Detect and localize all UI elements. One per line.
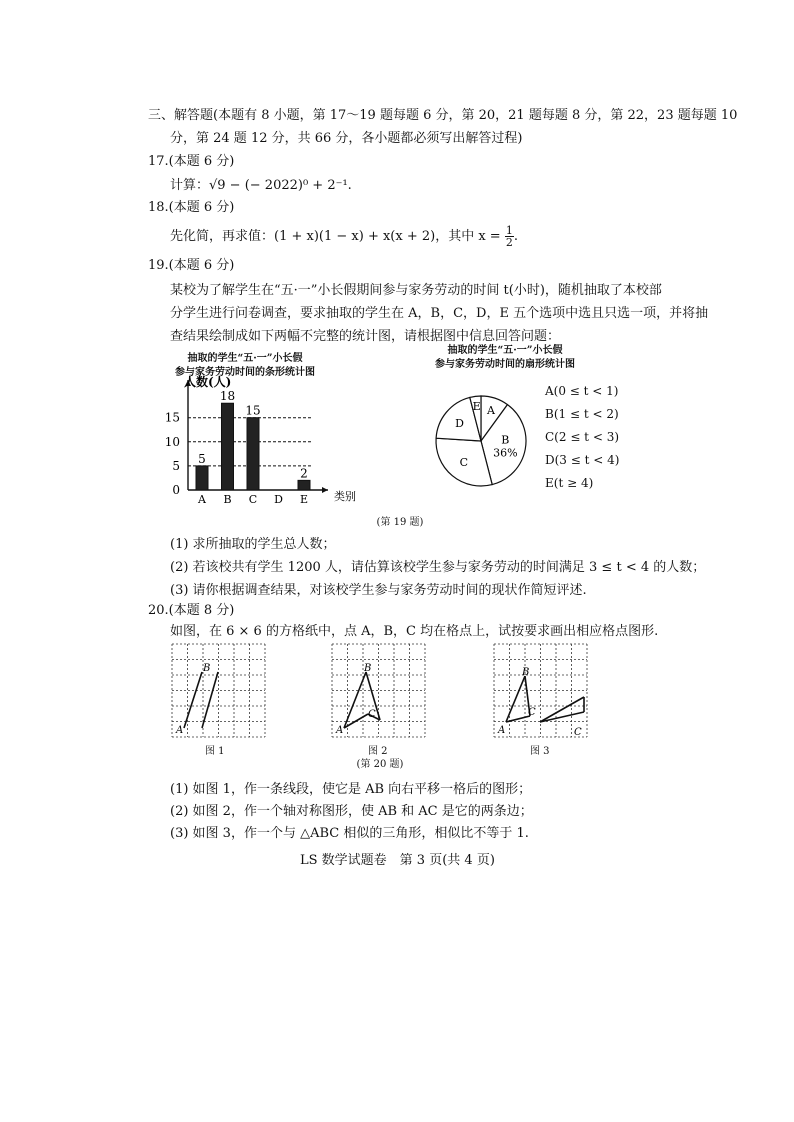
pie-chart-title1: 抽取的学生“五·一”小长假: [447, 345, 563, 356]
x-tick-D: D: [274, 493, 283, 506]
bar-chart-title1: 抽取的学生“五·一”小长假: [187, 353, 303, 364]
legend-item-e: E(t ≥ 4): [545, 476, 594, 490]
legend-item-a: A(0 ≤ t < 1): [545, 384, 619, 398]
fig2-caption: 图 2: [368, 746, 388, 757]
q19-figure-caption: (第 19 题): [376, 517, 424, 528]
q20-number: 20.(本题 8 分): [148, 603, 235, 618]
pie-label-C: C: [459, 455, 469, 469]
fig2-label-c: C: [368, 709, 376, 720]
y-tick-15: 15: [164, 410, 180, 425]
fig3-label-b: B: [522, 667, 530, 678]
q19-intro3: 查结果绘制成如下两幅不完整的统计图，请根据图中信息回答问题：: [170, 329, 561, 344]
legend-item-d: D(3 ≤ t < 4): [545, 453, 620, 467]
q19-intro2: 分学生进行问卷调查，要求抽取的学生在 A，B，C，D，E 五个选项中选且只选一项，并将抽: [170, 306, 709, 321]
x-tick-A: A: [198, 493, 206, 506]
q20-intro: 如图，在 6 × 6 的方格纸中，点 A，B，C 均在格点上，试按要求画出相应格点图形.: [170, 624, 659, 639]
fig2-label-a: A: [336, 725, 344, 736]
bar-label-B: 18: [219, 389, 236, 404]
q19-intro1: 某校为了解学生在“五·一”小长假期间参与家务劳动的时间 t(小时)，随机抽取了本校部: [170, 283, 662, 298]
q18-text-before: 先化简，再求值：(1 + x)(1 − x) + x(x + 2)，其中 x =: [170, 229, 505, 244]
q18-number: 18.(本题 6 分): [148, 200, 235, 215]
fig1-caption: 图 1: [205, 746, 225, 757]
pie-label-E: E: [472, 400, 481, 414]
q20-sub3: (3) 如图 3，作一个与 △ABC 相似的三角形，相似比不等于 1.: [170, 826, 529, 841]
q18-frac-den: 2: [505, 236, 513, 249]
fig2-label-b: B: [364, 663, 372, 674]
y-tick-5: 5: [172, 458, 180, 473]
x-tick-E: E: [299, 493, 309, 506]
fig3-label-a: A: [498, 725, 506, 736]
q19-sub2: (2) 若该校共有学生 1200 人，请估算该校学生参与家务劳动的时间满足 3 ≤ t < 4 的人数；: [170, 560, 706, 575]
legend-item-b: B(1 ≤ t < 2): [545, 407, 619, 421]
fig1-label-b: B: [203, 663, 211, 674]
pie-label-B: B: [501, 433, 510, 447]
fig1-segment-ab: [184, 672, 202, 728]
q19-sub1: (1) 求所抽取的学生总人数；: [170, 537, 336, 552]
pie-percent-B: 36%: [493, 446, 518, 460]
q17-number: 17.(本题 6 分): [148, 154, 235, 169]
section-header-line2: 分，第 24 题 12 分，共 66 分，各小题都必须写出解答过程): [170, 131, 523, 146]
section-header-line1: 三、解答题(本题有 8 小题，第 17～19 题每题 6 分，第 20，21 题每题 8 分，第 22，23 题每题 10: [148, 108, 738, 123]
bar-label-C: 15: [245, 403, 261, 418]
y-axis-label: 人数(人): [184, 375, 232, 389]
fig3-label-c2: C: [574, 727, 582, 738]
grid-figure-3: [494, 644, 587, 738]
bar-label-A: 5: [198, 451, 206, 466]
pie-label-D: D: [455, 417, 464, 431]
q17-text: 计算：√9 − (− 2022)⁰ + 2⁻¹.: [170, 178, 352, 193]
q20-sub1: (1) 如图 1，作一条线段，使它是 AB 向右平移一格后的图形；: [170, 782, 532, 797]
q19-number: 19.(本题 6 分): [148, 258, 235, 273]
y-tick-0: 0: [172, 483, 180, 497]
bar-label-E: 2: [300, 466, 308, 481]
q20-figure-caption: (第 20 题): [356, 759, 404, 770]
grid-figure-2: [332, 644, 425, 737]
legend-item-c: C(2 ≤ t < 3): [545, 430, 620, 444]
q18-frac-num: 1: [505, 224, 513, 237]
x-tick-C: C: [248, 493, 258, 506]
page-footer: LS 数学试题卷 第 3 页(共 4 页): [300, 853, 495, 868]
q20-sub2: (2) 如图 2，作一个轴对称图形，使 AB 和 AC 是它的两条边；: [170, 804, 533, 819]
q19-sub3: (3) 请你根据调查结果，对该校学生参与家务劳动时间的现状作简短评述.: [170, 583, 587, 598]
fig3-label-c: C: [528, 707, 536, 718]
pie-chart-title2: 参与家务劳动时间的扇形统计图: [435, 359, 575, 370]
x-axis-label: 类别: [334, 490, 356, 503]
fig1-label-a: A: [176, 725, 184, 736]
fig3-caption: 图 3: [530, 746, 550, 757]
grid-figure-1: [172, 644, 265, 737]
fig3-similar-top: [540, 697, 584, 722]
bar-chart-title2: 参与家务劳动时间的条形统计图: [175, 367, 315, 378]
q18-text-after: .: [513, 229, 518, 244]
fig3-segment-ab: [506, 676, 525, 722]
fig3-similar-bottom: [540, 712, 584, 722]
pie-label-A: A: [487, 404, 495, 418]
grid-lines-3: [494, 644, 587, 737]
y-tick-10: 10: [164, 434, 180, 449]
x-tick-B: B: [223, 493, 232, 506]
fig1-segment-translated: [202, 672, 218, 728]
